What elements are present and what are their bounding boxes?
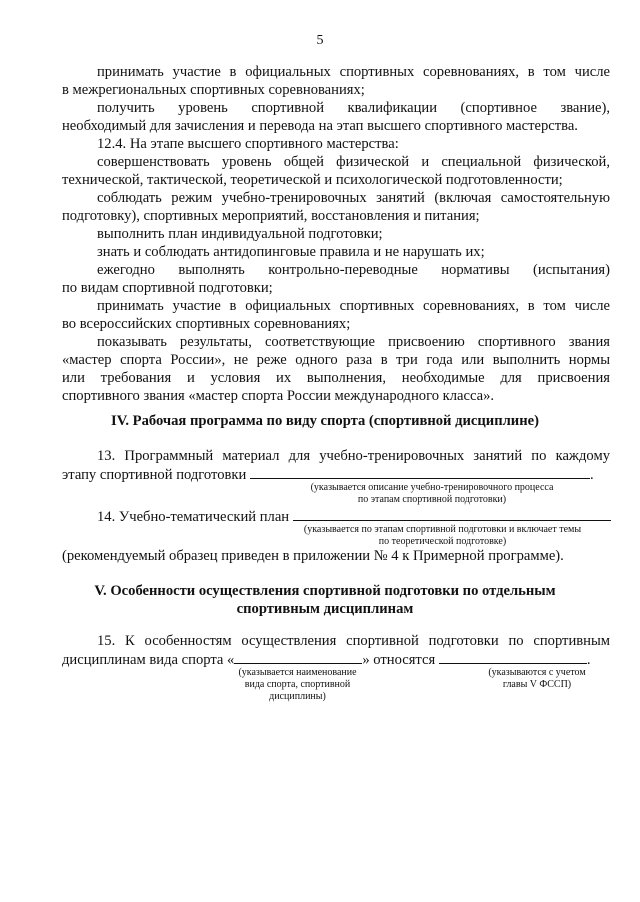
fill-in-blank <box>439 650 587 664</box>
text-line: ежегодно выполнять контрольно-переводные нормативы (испытания) <box>97 262 610 278</box>
fill-in-blank <box>250 465 590 479</box>
section-heading-5: V. Особенности осуществления спортивной подготовки по отдельным <box>94 583 556 599</box>
text-line: соблюдать режим учебно-тренировочных занятий (включая самостоятельную <box>97 190 610 206</box>
text-line: принимать участие в официальных спортивных соревнованиях, в том числе <box>97 64 610 80</box>
text-line: или требования и условия их выполнения, необходимые для присвоения <box>62 370 610 386</box>
text-line: принимать участие в официальных спортивных соревнованиях, в том числе <box>97 298 610 314</box>
hint-note: (указывается по этапам спортивной подготовки и включает темы <box>303 524 582 535</box>
hint-note: дисциплины) <box>269 691 326 702</box>
fill-in-blank <box>293 507 611 521</box>
fill-in-blank <box>234 650 362 664</box>
text-line: во всероссийских спортивных соревнованиях; <box>62 316 351 332</box>
item-13-text: 13. Программный материал для учебно-тренировочных занятий по каждому <box>97 448 610 464</box>
item-14-text: 14. Учебно-тематический план <box>97 507 610 526</box>
item-15-text-cont: дисциплинам вида спорта « » относятся . <box>62 652 591 668</box>
hint-note: (указывается наименование <box>238 667 357 678</box>
hint-note: по теоретической подготовке) <box>378 536 507 547</box>
hint-note: (указываются с учетом <box>488 667 586 678</box>
page-number: 5 <box>316 33 324 48</box>
text-line: в межрегиональных спортивных соревнованиях; <box>62 82 365 98</box>
text-line: выполнить план индивидуальной подготовки; <box>97 226 383 242</box>
text-line: получить уровень спортивной квалификации (спортивное звание), <box>97 100 610 116</box>
text-line: подготовку), спортивных мероприятий, восстановления и питания; <box>62 208 480 224</box>
section-subtitle: 12.4. На этапе высшего спортивного мастерства: <box>97 136 399 152</box>
item-13-text-cont: этапу спортивной подготовки . <box>62 467 594 483</box>
text-line: необходимый для зачисления и перевода на этап высшего спортивного мастерства. <box>62 118 578 134</box>
hint-note: по этапам спортивной подготовки) <box>357 494 507 505</box>
text-line: по видам спортивной подготовки; <box>62 280 273 296</box>
hint-note: (указывается описание учебно-тренировочного процесса <box>310 482 554 493</box>
text-line: знать и соблюдать антидопинговые правила и не нарушать их; <box>97 244 485 260</box>
hint-note: вида спорта, спортивной <box>244 679 351 690</box>
text-line: технической, тактической, теоретической и психологической подготовленности; <box>62 172 563 188</box>
item-14-text-cont: (рекомендуемый образец приведен в приложении № 4 к Примерной программе). <box>62 548 564 564</box>
text-line: совершенствовать уровень общей физической и специальной физической, <box>97 154 610 170</box>
item-15-text: 15. К особенностям осуществления спортивной подготовки по спортивным <box>97 633 610 649</box>
text-line: «мастер спорта России», не реже одного раза в три года или выполнить нормы <box>62 352 610 368</box>
section-heading-4: IV. Рабочая программа по виду спорта (спортивной дисциплине) <box>111 413 539 429</box>
text-line: спортивного звания «мастер спорта России международного класса». <box>62 388 495 404</box>
hint-note: главы V ФССП) <box>502 679 572 690</box>
text-line: показывать результаты, соответствующие присвоению спортивного звания <box>97 334 610 350</box>
section-heading-5-cont: спортивным дисциплинам <box>236 601 414 617</box>
